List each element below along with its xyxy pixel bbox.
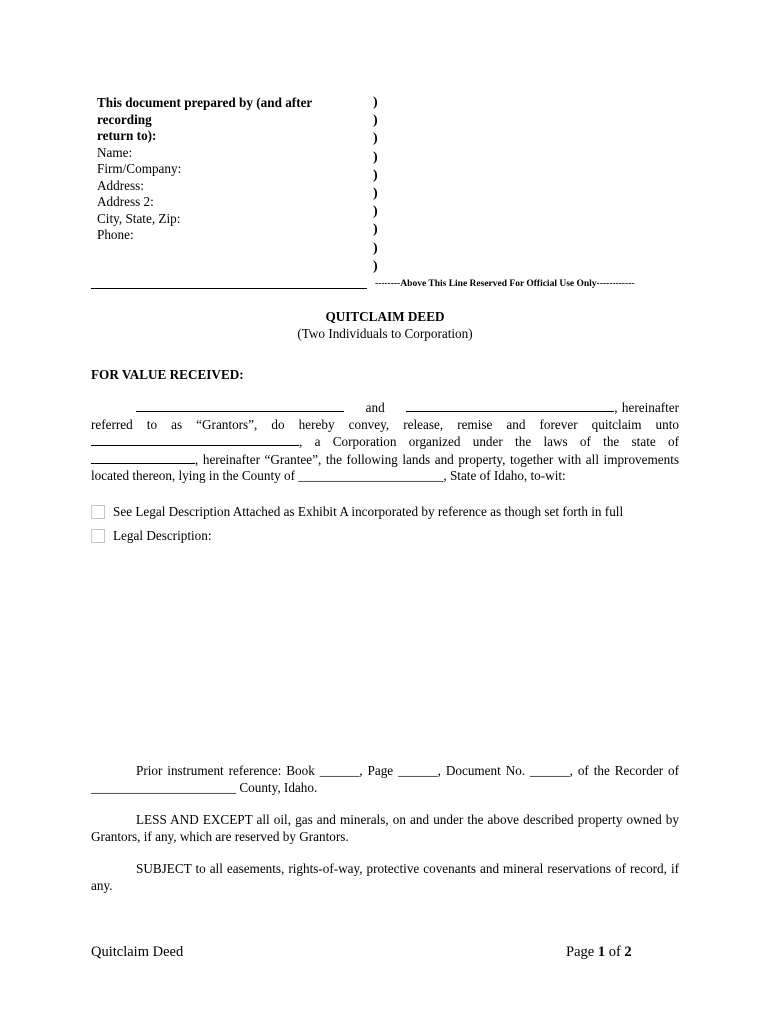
grantor1-blank[interactable]: [136, 399, 344, 412]
paren: ): [373, 240, 378, 256]
state-blank[interactable]: [91, 451, 195, 464]
city-state-zip-label: City, State, Zip:: [97, 210, 181, 226]
prepared-by-block: [97, 95, 367, 244]
grant-paragraph: [91, 399, 679, 485]
exhibit-a-option[interactable]: [91, 504, 623, 521]
paren-column: [373, 94, 378, 276]
of-word: of: [608, 944, 621, 960]
paren: ): [373, 204, 378, 220]
prepared-by-line1: This document prepared by (and after recording: [97, 95, 313, 127]
address2-label: Address 2:: [97, 194, 154, 209]
prior-instrument-paragraph: [91, 763, 679, 796]
paren: ): [373, 222, 378, 238]
exhibit-a-label: See Legal Description Attached as Exhibit A incorporated by reference as though set forth in full: [113, 504, 624, 519]
paren: ): [373, 167, 378, 183]
recording-divider-line: [91, 288, 367, 289]
paren: ): [373, 95, 378, 110]
firm-label: Firm/Company:: [97, 161, 182, 176]
page-indicator: [566, 944, 632, 961]
document-subtitle: (Two Individuals to Corporation): [297, 326, 473, 341]
subject-to-paragraph: [91, 861, 679, 894]
less-except-paragraph: [91, 812, 679, 845]
exhibit-a-checkbox[interactable]: [91, 505, 105, 519]
grantee-text: , hereinafter “Grantee”, the following lands and property, together with all improvements located thereon, lying in the County of: [91, 451, 679, 483]
official-use-line: --------Above This Line Reserved For Official Use Only------------: [375, 279, 635, 289]
footer-title: Quitclaim Deed: [91, 944, 184, 960]
page-number: 1: [597, 944, 606, 960]
and-text: and: [365, 400, 385, 415]
address-label: Address:: [97, 177, 144, 193]
document-title: QUITCLAIM DEED: [325, 309, 445, 324]
referred-text: referred to as “Grantors”, do hereby convey, release, remise and forever quitclaim unto: [91, 416, 679, 432]
for-value-heading: FOR VALUE RECEIVED:: [91, 367, 244, 382]
legal-description-label: Legal Description:: [113, 528, 212, 543]
corporation-text: , a Corporation organized under the laws of the state of: [299, 434, 679, 449]
less-except-text: LESS AND EXCEPT all oil, gas and minerals, on and under the above described property owned by Grantors, if any, which are reserved by Grantors.: [91, 812, 679, 844]
paren: ): [373, 113, 378, 129]
legal-description-checkbox[interactable]: [91, 529, 105, 543]
paren: ): [373, 185, 378, 201]
prepared-by-line2: return to):: [97, 128, 157, 143]
name-label: Name:: [97, 144, 133, 160]
prior-instrument-line2: ______________________ County, Idaho.: [91, 779, 318, 795]
prior-instrument-line1: Prior instrument reference: Book ______, Page ______, Document No. ______, of the Recorder of: [136, 763, 679, 778]
subject-to-text: SUBJECT to all easements, rights-of-way, protective covenants and mineral reservations of record, if any.: [91, 861, 679, 893]
page-total: 2: [624, 944, 632, 960]
grantor2-blank[interactable]: [406, 399, 614, 412]
page-word: Page: [566, 944, 595, 960]
state-of-idaho-text: , State of Idaho, to-wit:: [443, 468, 566, 483]
county-blank[interactable]: ______________________: [298, 468, 444, 483]
hereinafter-text: , hereinafter: [614, 400, 680, 415]
paren: ): [373, 131, 378, 147]
legal-description-option[interactable]: [91, 528, 212, 545]
paren: ): [373, 149, 378, 165]
paren: ): [373, 258, 378, 274]
grantee-name-blank[interactable]: [91, 433, 299, 446]
phone-label: Phone:: [97, 227, 134, 242]
